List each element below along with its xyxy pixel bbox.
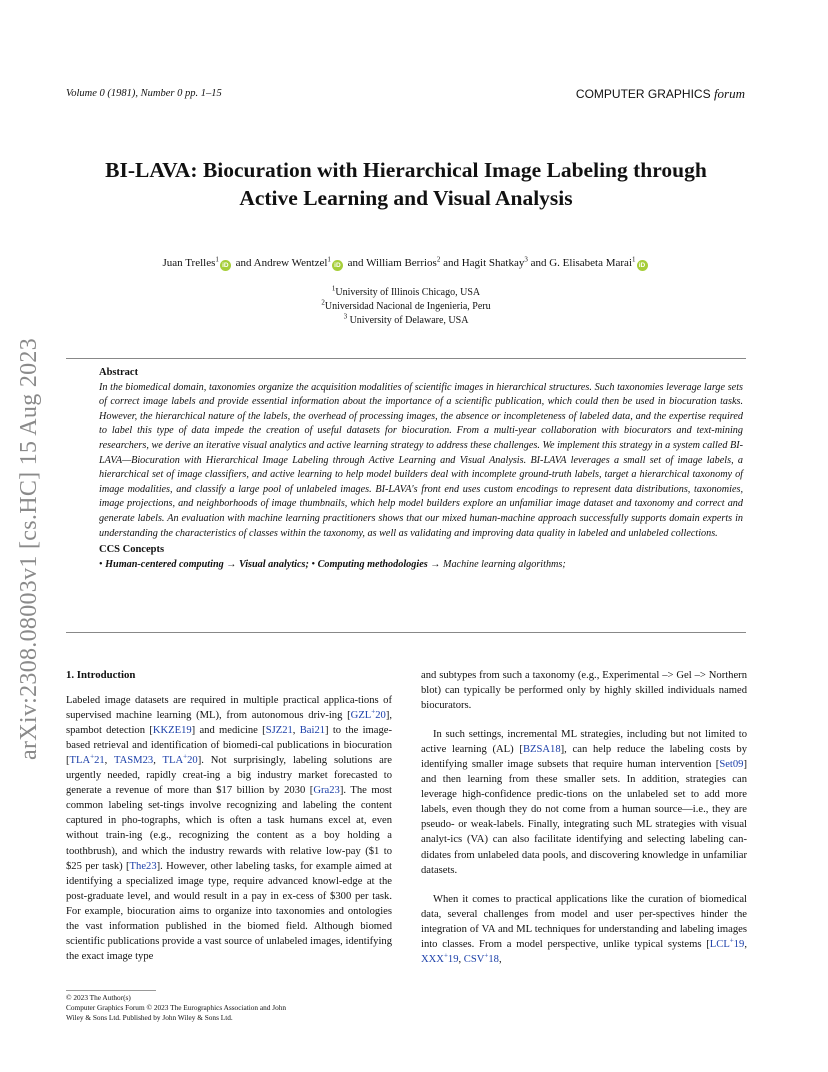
- orcid-icon[interactable]: iD: [220, 260, 231, 271]
- author-affiliation-mark: 1: [215, 255, 219, 264]
- citation-link[interactable]: TASM23: [114, 755, 154, 767]
- affiliation: $^1$University of Illinois Chicago, USA: [331, 284, 481, 298]
- author-list: [66, 257, 746, 271]
- orcid-icon[interactable]: iD: [637, 260, 648, 271]
- citation-link[interactable]: GZL+20: [350, 707, 386, 722]
- journal-volume-header: Volume 0 (1981), Number 0 pp. 1–15: [66, 88, 222, 99]
- author-affiliation-mark: 1: [327, 255, 331, 264]
- author-name: and William Berrios: [344, 257, 437, 269]
- citation-link[interactable]: TLA+20: [162, 752, 198, 767]
- citation-link[interactable]: LCL+19: [709, 936, 745, 950]
- affiliation: $^2$Universidad Nacional de Ingenieria, Peru: [321, 298, 491, 312]
- citation-link[interactable]: KKZE19: [152, 725, 192, 737]
- intro-paragraph: and subtypes from such a taxonomy (e.g., Experimental –> Gel –> Northern blot) can typically be performed only by highly skilled individuals named biocurators.: [421, 670, 747, 712]
- ccs-concept: Visual analytics;: [238, 558, 309, 570]
- abstract-heading: Abstract: [99, 367, 139, 378]
- journal-name-forum: forum: [713, 86, 745, 101]
- author-name: and Hagit Shatkay: [440, 257, 525, 269]
- intro-paragraph: Labeled image datasets are required in multiple practical applica-tions of supervised machine learning (ML), from autonomous driv-ing [GZL+20], spambot detection [KKZE19] and medicine [SJZ21, Bai21] to the image-based retrieval and identification of biomedi-cal publications in biocuration [TLA+21, TASM23, TLA+20]. Not surprisingly, labeling solutions are urgently needed, rapidly creat-ing a big industry market forecasted to generate a revenue of more than $17 billion by 2030 [Gra23]. The most common labeling set-tings involve recognizing and labeling the content captured in pho-tographs, which is often a task humans excel at, even without train-ing (e.g., recognizing the content as a boy holding a toothbrush), and which the industry rewards with relative low-pay ($1 to $25 per task) [The23]. However, other labeling tasks, for example aimed at identifying a specialized image type, require advanced knowl-edge at the post-graduate level, and would result in a pay in ex-cess of $300 per task. For example, biocuration aims to organize into taxonomies and ontologies the vast information published in the biomed field. Although biomed scientific publications provide a vast source of unlabeled images, identifying the exact image type: [66, 695, 393, 962]
- citation-link[interactable]: TLA+21: [69, 752, 105, 767]
- journal-name-main: COMPUTER GRAPHICS: [575, 87, 711, 101]
- affiliation-list: [66, 286, 746, 328]
- affiliation: $^3$ University of Delaware, USA: [343, 312, 469, 326]
- footnote-line: Wiley & Sons Ltd. Published by John Wiley & Sons Ltd.: [66, 1013, 233, 1022]
- abstract-text: In the biomedical domain, taxonomies organize the acquisition modalities of scientific images in hierarchical structures. Such taxonomies leverage large sets of correct image labels and provide essential information about the importance of a scientific publication, which could then be used in biocuration tasks. However, the hierarchical nature of the labels, the overhead of processing images, the absence or incompleteness of labeled data, and the expertise required to label this type of data impede the creation of useful datasets for biocuration. From a multi-year collaboration with biocurators and text-mining researchers, we derive an iterative visual analytics and active learning strategy to address these challenges. We implement this strategy in a system called BI-LAVA—Biocuration with Hierarchical Image Labeling through Active Learning and Visual Analysis. BI-LAVA leverages a small set of image labels, a hierarchical set of image classifiers, and active learning to help model builders deal with incomplete ground-truth labels, target a hierarchical taxonomy of image modalities, and classify a large pool of unlabeled images. BI-LAVA's front end uses custom encodings to represent data distributions, taxonomies, image projections, and neighborhoods of image thumbnails, which help model builders explore an unfamiliar image dataset and taxonomy and correct and generate labels. An evaluation with machine learning practitioners shows that our mixed human-machine approach successfully supports domain experts in understanding the characteristics of classes within the taxonomy, as well as validating and improving data quality in labeled and unlabeled collections.: [99, 381, 743, 539]
- author-name: and G. Elisabeta Marai: [527, 257, 632, 269]
- footnote-line: © 2023 The Author(s): [66, 993, 131, 1002]
- citation-link[interactable]: SJZ21: [265, 725, 293, 737]
- author-affiliation-mark: 1: [632, 255, 636, 264]
- author-name: Juan Trelles: [162, 257, 216, 269]
- citation-link[interactable]: BZSA18: [522, 744, 561, 756]
- left-column: [66, 668, 392, 964]
- citation-link[interactable]: XXX+19: [421, 951, 459, 965]
- ccs-concept: Human-centered computing: [105, 558, 224, 570]
- author-name: and Andrew Wentzel: [232, 257, 328, 269]
- author-affiliation-mark: 3: [524, 255, 528, 264]
- arxiv-stamp: arXiv:2308.08003v1 [cs.HC] 15 Aug 2023: [16, 337, 42, 760]
- citation-link[interactable]: Bai21: [299, 725, 326, 737]
- intro-paragraph: In such settings, incremental ML strategies, including but not limited to active learning (AL) [BZSA18], can help reduce the labeling costs by identifying smaller image subsets that require human intervention [Set09] and then learning from these smaller sets. In addition, strategies can leverage high-confidence predic-tions on the unlabeled set to add more labels, even though they do not come from a human source—i.e., they are pseudo- or weak-labels. Finally, integrating such ML strategies with visual analyt-ics (VA) can also facilitate identifying and selecting labeling can-didates from unlabeled data pools, and discovering knowledge in unfamiliar datasets.: [421, 729, 748, 876]
- ccs-concept: Computing methodologies: [317, 558, 428, 570]
- citation-link[interactable]: The23: [129, 860, 157, 872]
- right-column: [421, 668, 747, 967]
- ccs-concept: Machine learning algorithms;: [442, 558, 566, 570]
- citation-link[interactable]: Gra23: [313, 785, 340, 797]
- footnote-line: Computer Graphics Forum © 2023 The Eurographics Association and John: [66, 1003, 287, 1012]
- abstract-block: [99, 366, 743, 572]
- author-affiliation-mark: 2: [436, 255, 441, 264]
- citation-link[interactable]: Set09: [719, 759, 744, 771]
- section-heading: 1. Introduction: [66, 669, 136, 681]
- intro-paragraph: When it comes to practical applications like the curation of biomedical data, several challenges from model and user per-spectives hinder the integration of VA and ML techniques for understanding and labeling images into classes. From a model perspective, unlike typical systems [LCL+19, XXX+19, CSV+18,: [421, 893, 747, 965]
- title-line-2: Active Learning and Visual Analysis: [239, 186, 573, 210]
- orcid-icon[interactable]: iD: [332, 260, 343, 271]
- divider: [66, 632, 746, 633]
- divider: [66, 358, 746, 359]
- paper-title: [66, 156, 746, 212]
- ccs-concepts: • Human-centered computing → Visual analytics; • Computing methodologies → Machine learning algorithms;: [99, 558, 566, 570]
- footnote-rule: [66, 990, 156, 991]
- citation-link[interactable]: CSV+18: [463, 951, 499, 965]
- copyright-footnote: [66, 990, 396, 1023]
- journal-name-header: [576, 86, 745, 102]
- ccs-heading: CCS Concepts: [99, 544, 165, 556]
- title-line-1: BI-LAVA: Biocuration with Hierarchical Image Labeling through: [105, 158, 707, 182]
